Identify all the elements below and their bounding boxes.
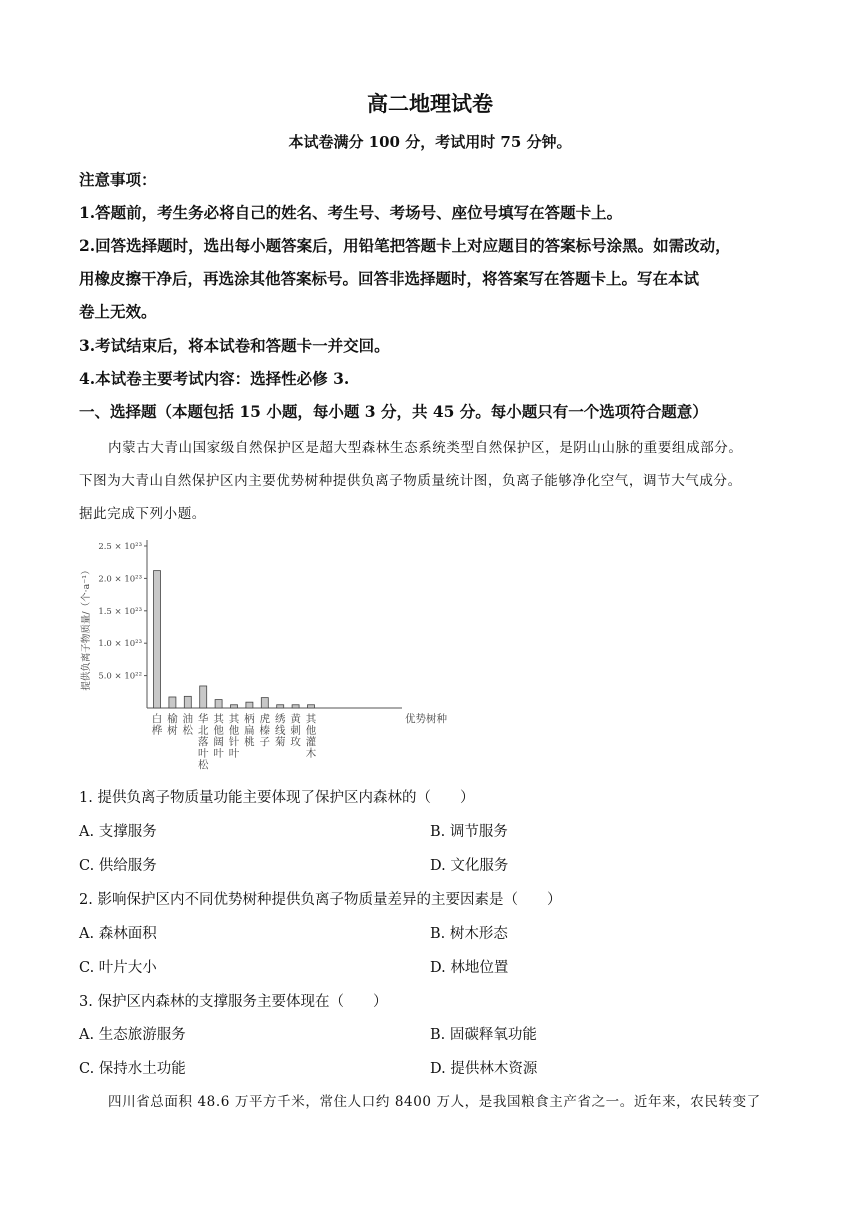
bar [231, 705, 238, 708]
section-heading: 一、选择题（本题包括 15 小题，每小题 3 分，共 45 分。每小题只有一个选项符合题意） [79, 402, 708, 421]
x-tick-label: 灌 [305, 736, 317, 748]
x-tick-label: 叶 [213, 747, 224, 760]
bar [154, 571, 161, 708]
question-2-option-d[interactable]: D. 林地位置 [430, 960, 509, 976]
x-tick-label: 叶 [228, 747, 240, 760]
bar [169, 697, 176, 708]
question-2-stem: 2. 影响保护区内不同优势树种提供负离子物质量差异的主要因素是（ ） [79, 892, 562, 908]
x-axis-label: 优势树种 [405, 713, 447, 725]
x-tick-label: 北 [197, 724, 209, 737]
x-tick-label: 绣 [274, 713, 286, 725]
x-tick-label: 松 [197, 759, 209, 771]
question-3-option-d[interactable]: D. 提供林木资源 [430, 1061, 538, 1077]
question-3-stem: 3. 保护区内森林的支撑服务主要体现在（ ） [79, 994, 388, 1010]
x-tick-label: 榆 [167, 713, 178, 725]
x-tick-label: 子 [259, 736, 271, 748]
x-tick-label: 桦 [151, 724, 163, 737]
x-tick-label: 针 [228, 736, 240, 748]
question-1-option-c[interactable]: C. 供给服务 [79, 858, 157, 874]
question-1-option-a[interactable]: A. 支撑服务 [79, 824, 157, 840]
bar [200, 686, 207, 708]
y-tick-label: 5.0 × 10²² [98, 671, 142, 682]
intro-line-3: 据此完成下列小题。 [79, 506, 206, 522]
x-tick-label: 黄 [290, 713, 301, 725]
notice-item-1: 1.答题前，考生务必将自己的姓名、考生号、考场号、座位号填写在答题卡上。 [79, 203, 623, 222]
x-tick-label: 榛 [259, 724, 271, 737]
question-3-option-b[interactable]: B. 固碳释氧功能 [430, 1027, 537, 1043]
x-tick-label: 玫 [290, 736, 301, 748]
x-tick-label: 扁 [244, 724, 255, 737]
x-tick-label: 菊 [274, 736, 286, 748]
x-tick-label: 落 [197, 736, 209, 748]
question-3-option-c[interactable]: C. 保持水土功能 [79, 1061, 186, 1077]
x-tick-label: 他 [213, 724, 224, 737]
chart-svg [78, 532, 478, 777]
x-tick-label: 木 [305, 747, 317, 760]
bar [246, 702, 253, 708]
bar [292, 705, 299, 708]
passage-2-line-1: 四川省总面积 48.6 万平方千米，常住人口约 8400 万人，是我国粮食主产省之一。近年来，农民转变了 [108, 1094, 761, 1110]
notice-item-3: 3.考试结束后，将本试卷和答题卡一并交回。 [79, 336, 390, 355]
question-1-option-d[interactable]: D. 文化服务 [430, 858, 509, 874]
y-tick-label: 1.0 × 10²³ [98, 639, 142, 650]
ion-bar-chart [78, 532, 478, 777]
bar [308, 705, 315, 708]
question-1-option-b[interactable]: B. 调节服务 [430, 824, 508, 840]
bar [261, 698, 268, 708]
y-tick-label: 2.5 × 10²³ [98, 542, 142, 552]
x-tick-label: 树 [167, 724, 178, 737]
notice-item-2-line-1: 2.回答选择题时，选出每小题答案后，用铅笔把答题卡上对应题目的答案标号涂黑。如需改动， [79, 236, 731, 255]
question-3-option-a[interactable]: A. 生态旅游服务 [79, 1027, 186, 1043]
x-tick-label: 柄 [244, 713, 255, 725]
x-tick-label: 松 [182, 724, 194, 737]
y-tick-label: 1.5 × 10²³ [98, 606, 142, 617]
question-2-option-c[interactable]: C. 叶片大小 [79, 960, 157, 976]
intro-line-1: 内蒙古大青山国家级自然保护区是超大型森林生态系统类型自然保护区，是阴山山脉的重要组成部分。 [108, 440, 743, 456]
intro-line-2: 下图为大青山自然保护区内主要优势树种提供负离子物质量统计图，负离子能够净化空气，调节大气成分。 [79, 473, 742, 489]
x-tick-label: 刺 [290, 724, 301, 737]
x-tick-label: 其 [228, 713, 240, 725]
y-tick-label: 2.0 × 10²³ [98, 574, 142, 585]
x-tick-label: 白 [151, 713, 163, 725]
question-1-stem: 1. 提供负离子物质量功能主要体现了保护区内森林的（ ） [79, 790, 475, 806]
x-tick-label: 线 [274, 724, 286, 737]
x-tick-label: 油 [182, 713, 194, 725]
bar [215, 700, 222, 708]
notice-item-2-line-3: 卷上无效。 [79, 302, 157, 321]
x-tick-label: 他 [305, 724, 317, 737]
question-2-option-a[interactable]: A. 森林面积 [79, 926, 157, 942]
page-title: 高二地理试卷 [367, 91, 493, 116]
question-2-option-b[interactable]: B. 树木形态 [430, 926, 508, 942]
x-tick-label: 虎 [259, 713, 271, 725]
x-tick-label: 华 [197, 713, 209, 725]
notice-item-2-line-2: 用橡皮擦干净后，再选涂其他答案标号。回答非选择题时，将答案写在答题卡上。写在本试 [79, 269, 700, 288]
exam-info: 本试卷满分 100 分，考试用时 75 分钟。 [288, 133, 572, 151]
x-tick-label: 桃 [244, 736, 255, 748]
y-axis-label: 提供负离子物质量/（个·a⁻¹） [81, 565, 92, 691]
x-tick-label: 其 [213, 713, 224, 725]
x-tick-label: 叶 [197, 747, 209, 760]
notice-heading: 注意事项： [79, 170, 157, 189]
bar [277, 705, 284, 708]
x-tick-label: 他 [228, 724, 240, 737]
bar [184, 696, 191, 708]
x-tick-label: 其 [305, 713, 317, 725]
notice-item-4: 4.本试卷主要考试内容：选择性必修 3. [79, 369, 350, 388]
x-tick-label: 阔 [213, 736, 224, 748]
